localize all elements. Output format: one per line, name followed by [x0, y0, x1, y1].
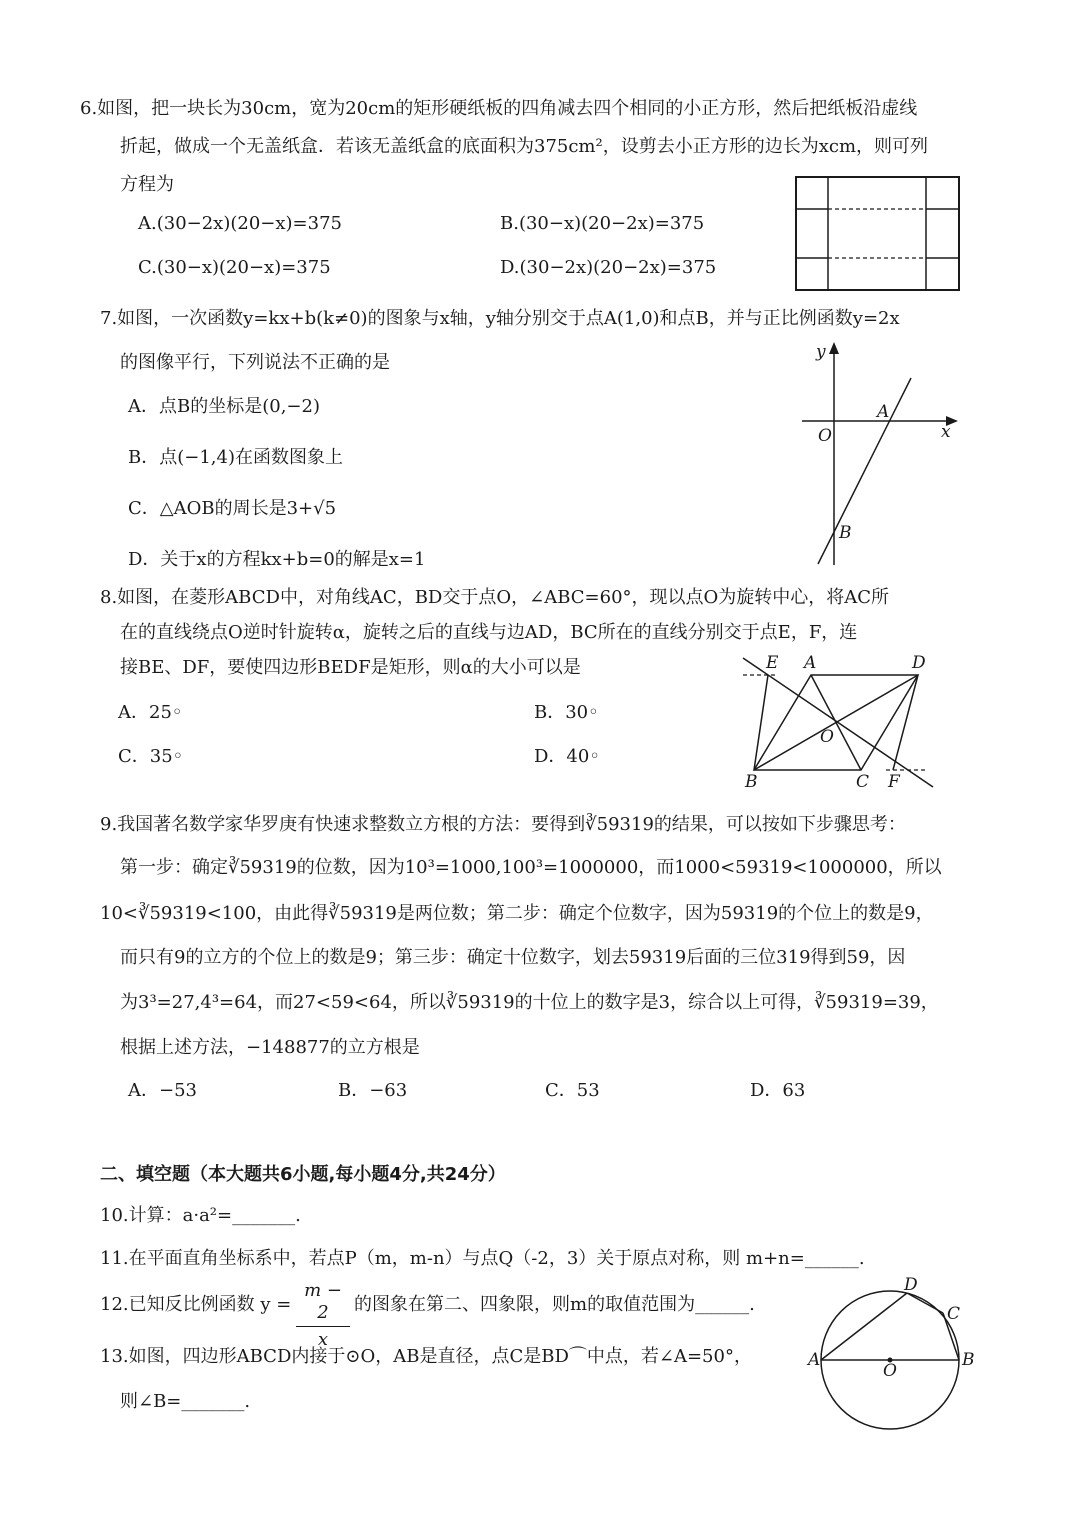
q9-line5: 为3³=27,4³=64，而27<59<64，所以∛59319的十位上的数字是3，综合以上可得，∛59319=39，	[120, 992, 939, 1013]
q12-prefix: 12.已知反比例函数 y =	[100, 1294, 292, 1315]
q9-line4: 而只有9的立方的个位上的数是9；第三步：确定十位数字，划去59319后面的三位319得到59，因	[120, 947, 906, 968]
q7-option-c: C．△AOB的周长是3+√5	[128, 498, 337, 519]
q6-cardboard-figure	[795, 176, 960, 291]
q13-fig-label-d: D	[904, 1275, 918, 1295]
q9-option-d: D．63	[750, 1080, 806, 1101]
q8-fig-label-o: O	[820, 727, 834, 747]
q6-option-a: A.(30−2x)(20−x)=375	[138, 213, 342, 234]
q7-line1: 7.如图，一次函数y=kx+b(k≠0)的图象与x轴，y轴分别交于点A(1,0)和点B，并与正比例函数y=2x	[100, 308, 900, 329]
q6-line1: 6.如图，把一块长为30cm，宽为20cm的矩形硬纸板的四角减去四个相同的小正方形，然后把纸板沿虚线	[80, 98, 918, 119]
q6-option-c: C.(30−x)(20−x)=375	[138, 257, 331, 278]
q8-fig-label-f: F	[888, 772, 900, 792]
q13-fig-label-c: C	[947, 1304, 961, 1324]
q8-rhombus-figure	[738, 650, 938, 795]
q7-option-a: A．点B的坐标是(0,−2)	[128, 396, 320, 417]
q12-fraction-denominator: x	[317, 1329, 329, 1350]
q8-option-b: B．30◦	[534, 702, 599, 723]
q12-fraction-numerator: m − 2	[296, 1280, 350, 1327]
q6-option-d: D.(30−2x)(20−2x)=375	[500, 257, 717, 278]
q8-line1: 8.如图，在菱形ABCD中，对角线AC，BD交于点O，∠ABC=60°，现以点O为旋转中心，将AC所	[100, 587, 890, 608]
q13-fig-label-a: A	[808, 1350, 821, 1370]
q7-fig-label-o: O	[818, 426, 832, 446]
q8-line2: 在的直线绕点O逆时针旋转α，旋转之后的直线与边AD，BC所在的直线分别交于点E，F，连	[120, 622, 858, 643]
q7-fig-label-a: A	[877, 402, 890, 422]
q7-linear-function-graph	[798, 340, 968, 570]
q9-line6: 根据上述方法，−148877的立方根是	[120, 1037, 420, 1058]
q8-fig-label-e: E	[766, 653, 779, 673]
q7-fig-label-y: y	[816, 342, 826, 362]
q13-circle-figure	[808, 1272, 980, 1432]
q8-option-d: D．40◦	[534, 746, 600, 767]
q13-fig-label-b: B	[962, 1350, 975, 1370]
q7-fig-label-x: x	[941, 422, 951, 442]
section-heading: 二、填空题（本大题共6小题,每小题4分,共24分）	[100, 1164, 506, 1185]
q7-fig-label-b: B	[839, 523, 852, 543]
q12-suffix: 的图象在第二、四象限，则m的取值范围为______.	[354, 1294, 755, 1315]
q8-fig-label-a: A	[804, 653, 817, 673]
q9-option-a: A．−53	[128, 1080, 197, 1101]
q8-line3: 接BE、DF，要使四边形BEDF是矩形，则α的大小可以是	[120, 657, 581, 678]
q8-fig-label-c: C	[856, 772, 870, 792]
q10-text: 10.计算：a·a²=_______.	[100, 1205, 301, 1226]
q9-line2: 第一步：确定∛59319的位数，因为10³=1000,100³=1000000，而1000<59319<1000000，所以	[120, 857, 942, 878]
q7-option-b: B．点(−1,4)在函数图象上	[128, 447, 343, 468]
q8-option-a: A．25◦	[118, 702, 183, 723]
q9-option-b: B．−63	[338, 1080, 408, 1101]
q6-option-b: B.(30−x)(20−2x)=375	[500, 213, 705, 234]
q6-line3: 方程为	[120, 174, 174, 195]
q11-text: 11.在平面直角坐标系中，若点P（m，m-n）与点Q（-2，3）关于原点对称，则 m+n=______.	[100, 1248, 865, 1269]
q13-fig-label-o: O	[883, 1361, 897, 1381]
q13-line2: 则∠B=_______.	[120, 1391, 251, 1412]
q8-fig-label-b: B	[745, 772, 758, 792]
q7-option-d: D．关于x的方程kx+b=0的解是x=1	[128, 549, 426, 570]
q9-line1: 9.我国著名数学家华罗庚有快速求整数立方根的方法：要得到∛59319的结果，可以按如下步骤思考：	[100, 814, 906, 835]
q7-line2: 的图像平行，下列说法不正确的是	[120, 352, 390, 373]
q9-option-c: C．53	[545, 1080, 600, 1101]
q13-line1: 13.如图，四边形ABCD内接于⊙O，AB是直径，点C是BD⌒中点，若∠A=50°，	[100, 1346, 752, 1367]
q12-fraction	[296, 1280, 350, 1351]
q9-line3: 10<∛59319<100，由此得∛59319是两位数；第二步：确定个位数字，因为59319的个位上的数是9，	[100, 903, 934, 924]
q8-fig-label-d: D	[912, 653, 926, 673]
q8-option-c: C．35◦	[118, 746, 184, 767]
q6-line2: 折起，做成一个无盖纸盒．若该无盖纸盒的底面积为375cm²，设剪去小正方形的边长为xcm，则可列	[120, 136, 929, 157]
